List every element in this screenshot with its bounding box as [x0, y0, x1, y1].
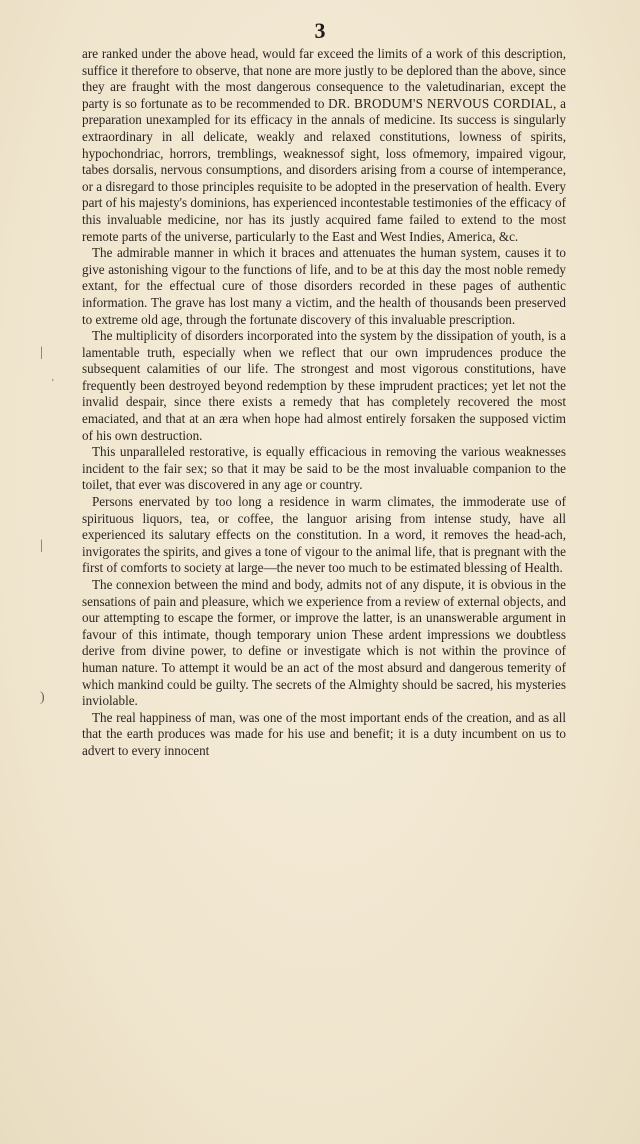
- margin-mark: |: [40, 345, 43, 360]
- paragraph: The admirable manner in which it braces and attenuates the human system, causes it to give astonishing vigour to the functions of life, and to be at this day the most noble remedy extant, for the effectual cure of those disorders recorded in these pages of authentic information. The grave has lost many a victim, and the health of thousands been preserved to extreme old age, through the fortunate discovery of this invaluable prescription.: [82, 245, 566, 327]
- paragraph: Persons enervated by too long a residence in warm climates, the immoderate use of spirituous liquors, tea, or coffee, the languor arising from intense study, have all experienced its salutary effects on the constitution. In a word, it removes the head-ach, invigorates the spirits, and gives a tone of vigour to the animal life, that is pregnant with the first of comforts to society at large—the never too much to be estimated blessing of Health.: [82, 494, 566, 576]
- paragraph-text: are ranked under the above head, would far exceed the limits of a work of this description, suffice it therefore to observe, that none are more justly to be deplored than the above, since they are fraught with the most dangerous consequence to the valetudinarian, except the party is so fortunate as to be recommended to: [82, 46, 566, 111]
- paragraph-text: a preparation unexampled for its efficacy in the annals of medicine. Its success is singularly extraordinary in all delicate, weakly and relaxed constitutions, lowness of spirits, hypochondriac, horrors, tremblings, weaknessof sight, loss ofmemory, impaired vigour, tabes dorsalis, nervous consumptions, and disorders arising from a course of intemperance, or a disregard to those principles requisite to be adopted in the preservation of health. Every part of his majesty's dominions, has experienced incontestable testimonies of the efficacy of this invaluable medicine, nor has its justly acquired fame failed to extend to the most remote parts of the universe, particularly to the East and West Indies, America, &c.: [82, 95, 566, 244]
- page-number: 3: [314, 18, 326, 43]
- product-name: DR. BRODUM'S NERVOUS CORDIAL,: [328, 95, 557, 111]
- paragraph: This unparalleled restorative, is equally efficacious in removing the various weaknesses incident to the fair sex; so that it may be said to be the most invaluable companion to the toilet, that ever was discovered in any age or country.: [82, 444, 566, 493]
- paragraph: The multiplicity of disorders incorporated into the system by the dissipation of youth, is a lamentable truth, especially when we reflect that our own imprudences produce the subsequent calamities of our life. The strongest and most vigorous constitutions, have frequently been destroyed beyond redemption by these imprudent practices; yet let not the invalid despair, since there exists a remedy that has completely recovered the most emaciated, and that at an æra when hope had almost entirely forsaken the supposed victim of his own destruction.: [82, 328, 566, 443]
- margin-mark: ): [40, 690, 45, 705]
- paragraph: The connexion between the mind and body, admits not of any dispute, it is obvious in the sensations of pain and pleasure, which we experience from a review of external objects, and our attempting to escape the former, or improve the latter, is an unanswerable argument in favour of this intimate, though temporary union These ardent impressions we doubtless derive from divine power, to define or investigate which is not within the province of human nature. To attempt it would be an act of the most absurd and dangerous temerity of which mankind could be guilty. The secrets of the Almighty should be sacred, his mysteries inviolable.: [82, 577, 566, 709]
- paragraph: The real happiness of man, was one of the most important ends of the creation, and as all that the earth produces was made for his use and benefit; it is a duty incumbent on us to advert to every innocent: [82, 709, 566, 758]
- body-text: [82, 46, 566, 760]
- margin-mark: ': [52, 378, 54, 389]
- margin-mark: |: [40, 538, 43, 553]
- paragraph: [82, 46, 566, 245]
